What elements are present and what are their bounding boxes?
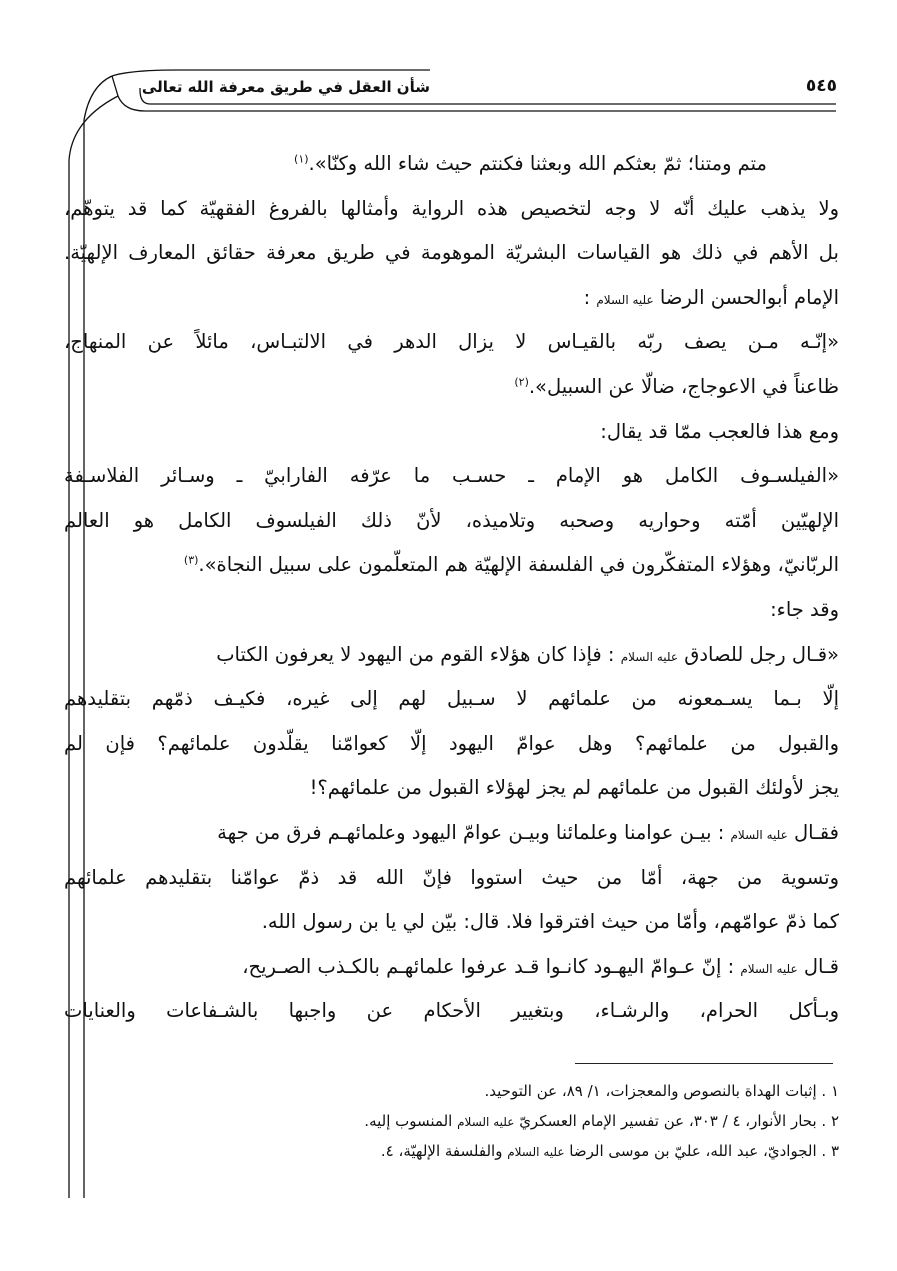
honorific: عليه السلام [740, 961, 798, 976]
text-line: كما ذمّ عوامّهم، وأمّا من حيث افترقوا فلا. قال: بيّن لي يا بن رسول الله. [261, 910, 839, 934]
footnote-ref: (١) [294, 152, 309, 166]
text-line: ولا يذهب عليك أنّه لا وجه لتخصيص هذه الرواية وأمثالها بالفروغ الفقهيّة كما قد يتوهّم، [64, 196, 839, 220]
footnotes [64, 1076, 839, 1166]
footnote-2: ٢ . بحار الأنوار، ٤ / ٣٠٣، عن تفسير الإمام العسكريّ عليه السلام المنسوب إليه. [364, 1112, 839, 1130]
footnote-separator [575, 1063, 833, 1064]
honorific: عليه السلام [596, 292, 654, 307]
footnote-ref: (٢) [514, 375, 529, 389]
honorific: عليه السلام [457, 1115, 515, 1129]
text-line: يجز لأولئك القبول من علمائهم لم يجز لهؤلاء القبول من علمائهم؟! [309, 776, 839, 800]
text-line: متم ومتنا؛ ثمّ بعثكم الله وبعثنا فكنتم حيث شاء الله وكنّا».$^{(١)}$ [294, 152, 767, 175]
text-line: الربّانيّ، وهؤلاء المتفكّرون في الفلسفة الإلهيّة هم المتعلّمون على سبيل النجاة».$^{(٣)}$ [183, 553, 839, 577]
text-line: الإمام أبوالحسن الرضا عليه السلام : [583, 285, 839, 309]
text-line: وقد جاء: [770, 597, 839, 621]
running-title: شأن العقل في طريق معرفة الله تعالى [141, 78, 430, 96]
text-line: «قـال رجل للصادق عليه السلام : فإذا كان هؤلاء القوم من اليهود لا يعرفون الكتاب [216, 642, 839, 666]
text-line: ومع هذا فالعجب ممّا قد يقال: [600, 419, 839, 443]
text-line: ظاعناً في الاعوجاج، ضالّا عن السبيل».$^{(٢)}$ [514, 374, 839, 398]
text-line: «الفيلسـوف الكامل هو الإمام ـ حسـب ما عرّفه الفارابيّ ـ وسـائر الفلاسـفة [64, 464, 839, 488]
text-line: وبـأكل الحرام، والرشـاء، وبتغيير الأحكام عن واجبها بالشـفاعات والعنايات [64, 999, 839, 1023]
footnote-3: ٣ . الجواديّ، عبد الله، عليّ بن موسى الرضا عليه السلام والفلسفة الإلهيّة، ٤. [380, 1142, 839, 1160]
text-line: والقبول من علمائهم؟ وهل عوامّ اليهود إلّا كعوامّنا يقلّدون علمائهم؟ فإن لم [64, 731, 839, 755]
text-line: بل الأهم في ذلك هو القياسات البشريّة الموهومة في طريق معرفة حقائق المعارف الإلهيّة. [64, 241, 839, 265]
footnote-ref: (٣) [183, 553, 199, 567]
honorific: عليه السلام [620, 649, 679, 664]
text-line: «إنّـه مـن يصف ربّه بالقيـاس لا يزال الدهر في الالتبـاس، مائلاً عن المنهاج، [64, 330, 839, 354]
main-text [64, 142, 839, 1034]
honorific: عليه السلام [507, 1145, 565, 1159]
honorific: عليه السلام [730, 827, 788, 842]
text-line: فقـال عليه السلام : بيـن عوامنا وعلمائنا وبيـن عوامّ اليهود وعلمائهـم فرق من جهة [217, 820, 839, 844]
text-line: الإلهيّين أمّته وحواريه وصحبه وتلاميذه، لأنّ ذلك الفيلسوف الكامل هو العالم [64, 508, 839, 532]
footnote-1: ١ . إثبات الهداة بالنصوص والمعجزات، ١/ ٨٩، عن التوحيد. [484, 1082, 839, 1100]
text-line: قـال عليه السلام : إنّ عـوامّ اليهـود كانـوا قـد عرفوا علمائهـم بالكـذب الصـريح، [242, 954, 839, 978]
page-number: ٥٤٥ [805, 76, 837, 96]
text-line: إلّا بـما يسـمعونه من علمائهم لا سـبيل لهم إلى غيره، فكيـف ذمّهم بتقليدهم [64, 687, 839, 711]
text-line: وتسوية من جهة، أمّا من حيث استووا فإنّ الله قد ذمّ عوامّنا بتقليدهم علمائهم [64, 865, 839, 889]
